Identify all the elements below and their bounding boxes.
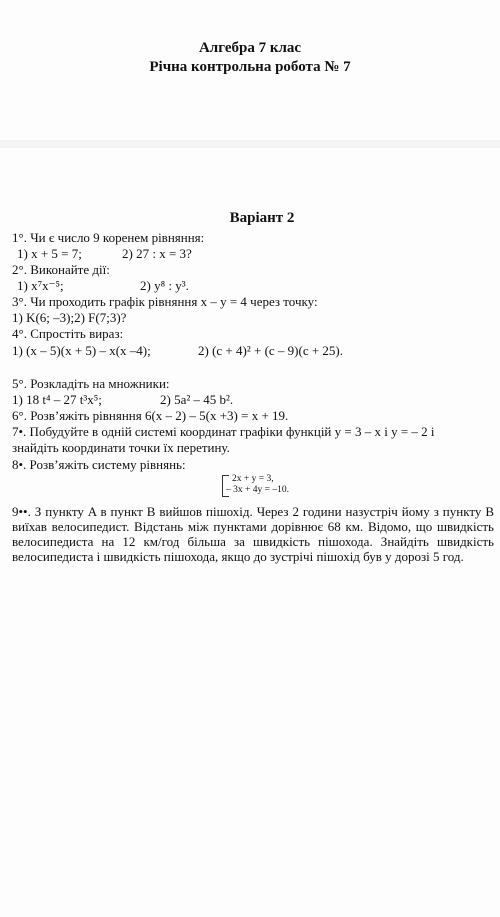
doc-subtitle: Річна контрольна робота № 7 <box>149 59 351 75</box>
task-6-question: 6°. Розв’яжіть рівняння 6(x – 2) – 5(x +3) = x + 19. <box>12 408 289 423</box>
variant-heading: Варіант 2 <box>229 210 295 226</box>
task-4-option-a: 1) (x – 5)(x + 5) – x(x –4); <box>12 343 151 358</box>
system-equation-2: – 3x + 4y = –10. <box>226 485 289 495</box>
task-5-question: 5°. Розкладіть на множники: <box>12 376 170 391</box>
task-1-option-b: 2) 27 : x = 3? <box>122 246 192 261</box>
task-8-question: 8•. Розв’яжіть систему рівнянь: <box>12 457 186 472</box>
task-4-question: 4°. Спростіть вираз: <box>12 326 124 341</box>
task-2-option-b: 2) y⁸ : y³. <box>140 278 189 293</box>
task-7-question-cont: знайдіть координати точки їх перетину. <box>12 440 230 455</box>
task-1-option-a: 1) x + 5 = 7; <box>17 246 82 261</box>
system-equation-1: 2x + y = 3, <box>232 474 274 484</box>
task-4-option-b: 2) (c + 4)² + (c – 9)(c + 25). <box>198 343 344 358</box>
doc-title: Алгебра 7 клас <box>198 40 302 56</box>
task-5-option-a: 1) 18 t⁴ – 27 t³x⁵; <box>12 392 102 407</box>
task-2-option-a: 1) x⁷x⁻⁵; <box>17 278 64 293</box>
task-1-question: 1°. Чи є число 9 коренем рівняння: <box>12 230 205 245</box>
task-7-question: 7•. Побудуйте в одній системі координат графіки функцій y = 3 – x і y = – 2 і <box>12 424 435 439</box>
task-3-question: 3°. Чи проходить графік рівняння x – y = 4 через точку: <box>12 294 318 309</box>
task-9-text: 9••. З пункту A в пункт B вийшов пішохід. Через 2 години назустріч йому з пункту B виїхав велосипедист. Відстань між пунктами дорівнює 68 км. Відомо, що швидкість велосипедиста на 12 км/год більша за швидкість пішохода. Знайдіть швидкість велосипедиста і швидкість пішохода, якщо до зустрічі пішохід був у дорозі 5 год. <box>12 504 494 564</box>
task-2-question: 2°. Виконайте дії: <box>12 262 110 277</box>
task-5-option-b: 2) 5a² – 45 b². <box>160 392 234 407</box>
scan-separator <box>0 140 500 148</box>
task-3-options: 1) K(6; –3);2) F(7;3)? <box>12 310 127 325</box>
